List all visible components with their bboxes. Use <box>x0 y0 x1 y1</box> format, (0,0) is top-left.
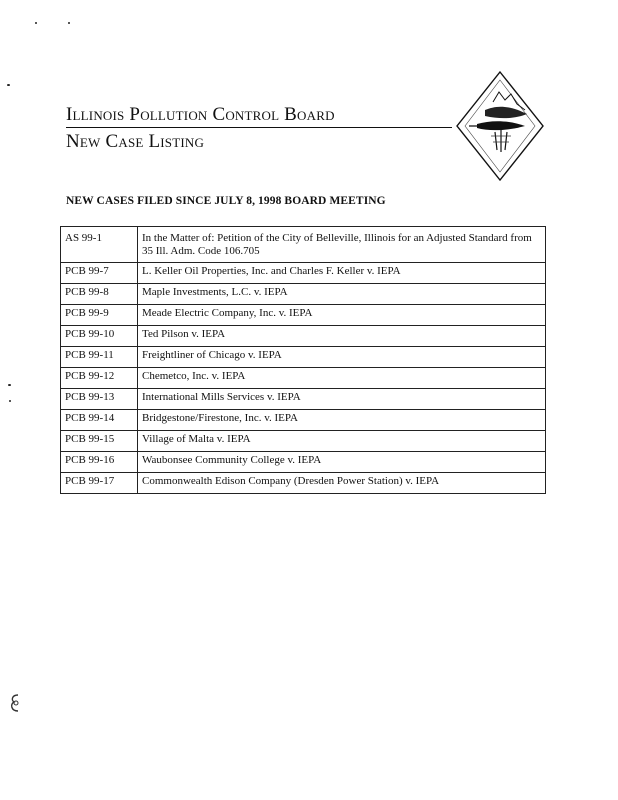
page-header <box>66 104 426 153</box>
table-row <box>61 368 546 389</box>
case-title: Village of Malta v. IEPA <box>138 431 546 452</box>
scan-speck <box>68 22 70 24</box>
case-title: Bridgestone/Firestone, Inc. v. IEPA <box>138 410 546 431</box>
case-title: Maple Investments, L.C. v. IEPA <box>138 284 546 305</box>
case-title: Chemetco, Inc. v. IEPA <box>138 368 546 389</box>
table-row <box>61 431 546 452</box>
case-number: AS 99-1 <box>61 227 138 263</box>
case-title: Waubonsee Community College v. IEPA <box>138 452 546 473</box>
table-row <box>61 347 546 368</box>
case-number: PCB 99-13 <box>61 389 138 410</box>
case-number: PCB 99-11 <box>61 347 138 368</box>
case-number: PCB 99-8 <box>61 284 138 305</box>
case-title: Ted Pilson v. IEPA <box>138 326 546 347</box>
case-title: Meade Electric Company, Inc. v. IEPA <box>138 305 546 326</box>
case-number: PCB 99-9 <box>61 305 138 326</box>
table-row <box>61 452 546 473</box>
case-title: L. Keller Oil Properties, Inc. and Charles F. Keller v. IEPA <box>138 263 546 284</box>
scan-speck <box>8 384 11 386</box>
case-number: PCB 99-7 <box>61 263 138 284</box>
case-number: PCB 99-10 <box>61 326 138 347</box>
section-heading: NEW CASES FILED SINCE JULY 8, 1998 BOARD MEETING <box>66 195 386 207</box>
case-title: Commonwealth Edison Company (Dresden Power Station) v. IEPA <box>138 473 546 494</box>
table-row <box>61 263 546 284</box>
listing-title: New Case Listing <box>66 131 205 152</box>
scan-speck <box>35 22 37 24</box>
scan-speck <box>7 84 10 86</box>
table-row <box>61 305 546 326</box>
case-number: PCB 99-17 <box>61 473 138 494</box>
title-divider <box>66 127 452 128</box>
case-number: PCB 99-16 <box>61 452 138 473</box>
table-row <box>61 284 546 305</box>
table-row <box>61 410 546 431</box>
binder-hole-mark <box>8 692 22 714</box>
scan-speck <box>9 400 11 402</box>
case-title: In the Matter of: Petition of the City of Belleville, Illinois for an Adjusted Standard from 35 Ill. Adm. Code 106.705 <box>138 227 546 263</box>
case-title: Freightliner of Chicago v. IEPA <box>138 347 546 368</box>
illinois-state-emblem-diamond-icon <box>455 70 545 182</box>
case-listing-table <box>60 226 546 494</box>
table-row <box>61 473 546 494</box>
table-row <box>61 389 546 410</box>
case-title: International Mills Services v. IEPA <box>138 389 546 410</box>
table-row <box>61 227 546 263</box>
case-number: PCB 99-15 <box>61 431 138 452</box>
table-row <box>61 326 546 347</box>
case-number: PCB 99-12 <box>61 368 138 389</box>
board-title: Illinois Pollution Control Board <box>66 104 335 125</box>
case-number: PCB 99-14 <box>61 410 138 431</box>
